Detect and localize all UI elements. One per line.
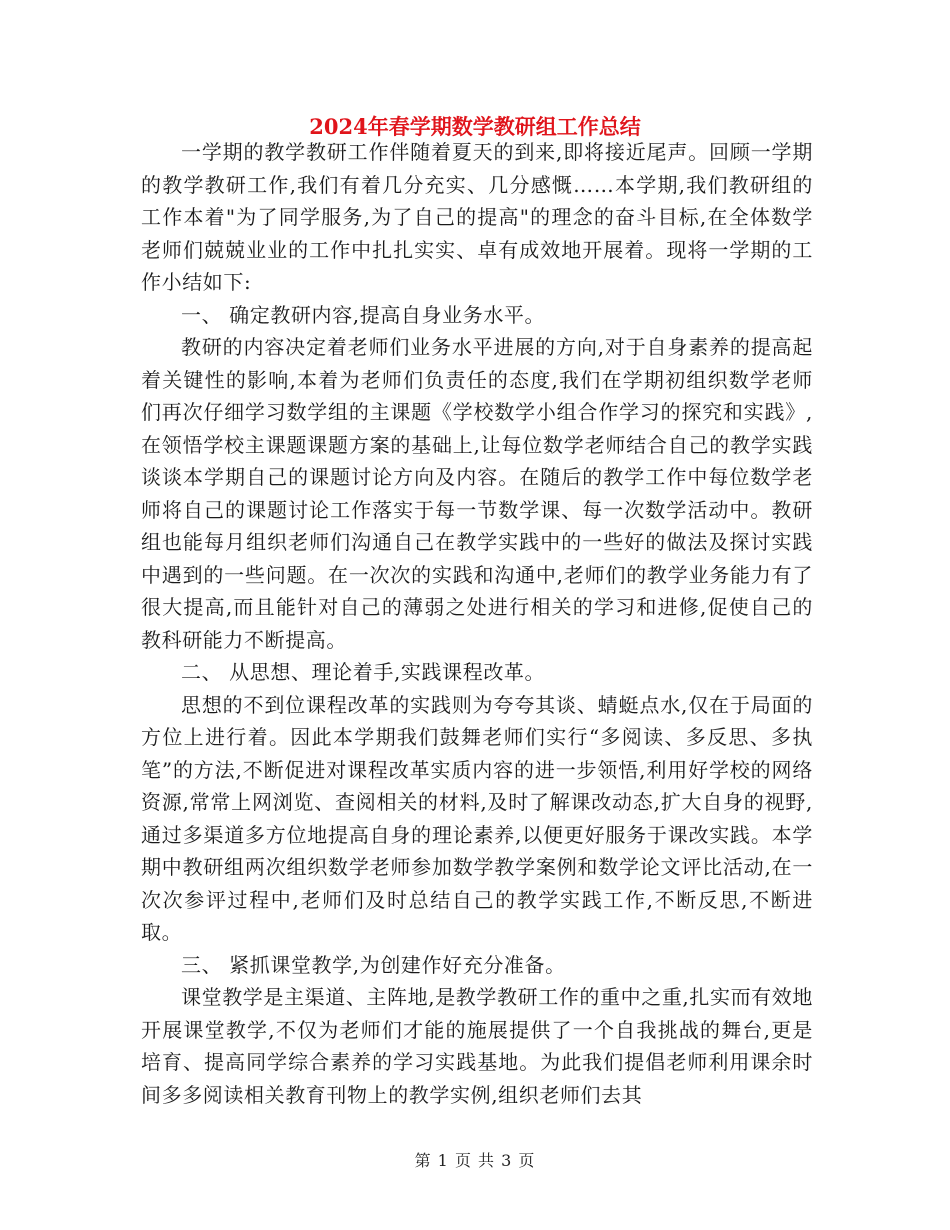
section-heading-1: 一、 确定教研内容,提高自身业务水平。 — [181, 302, 546, 327]
page-footer: 第 1 页 共 3 页 — [414, 1151, 536, 1170]
document-title: 2024年春学期数学教研组工作总结 — [309, 114, 641, 139]
section-1-paragraph: 教研的内容决定着老师们业务水平进展的方向,对于自身素养的提高起着关键性的影响,本着为老师们负责任的态度,我们在学期初组织数学老师们再次仔细学习数学组的主课题《学校数学小组合作学习的探究和实践》,在领悟学校主课题课题方案的基础上,让每位数学老师结合自己的教学实践谈谈本学期自己的课题讨论方向及内容。在随后的教学工作中每位数学老师将自己的课题讨论工作落实于每一节数学课、每一次数学活动中。教研组也能每月组织老师们沟通自己在教学实践中的一些好的做法及探讨实践中遇到的一些问题。在一次次的实践和沟通中,老师们的教学业务能力有了很大提高,而且能针对自己的薄弱之处进行相关的学习和进修,促使自己的教科研能力不断提高。 — [141, 335, 813, 652]
section-heading-3: 三、 紧抓课堂教学,为创建作好充分准备。 — [181, 952, 566, 977]
section-2-paragraph: 思想的不到位课程改革的实践则为夸夸其谈、蜻蜓点水,仅在于局面的方位上进行着。因此本学期我们鼓舞老师们实行“多阅读、多反思、多执笔”的方法,不断促进对课程改革实质内容的进一步领悟,利用好学校的网络资源,常常上网浏览、查阅相关的材料,及时了解课改动态,扩大自身的视野,通过多渠道多方位地提高自身的理论素养,以便更好服务于课改实践。本学期中教研组两次组织数学老师参加数学教学案例和数学论文评比活动,在一次次参评过程中,老师们及时总结自己的教学实践工作,不断反思,不断进取。 — [141, 692, 813, 944]
document-body — [141, 136, 813, 1111]
intro-paragraph: 一学期的教学教研工作伴随着夏天的到来,即将接近尾声。回顾一学期的教学教研工作,我们有着几分充实、几分感慨……本学期,我们教研组的工作本着"为了同学服务,为了自己的提高"的理念的奋斗目标,在全体数学老师们兢兢业业的工作中扎扎实实、卓有成效地开展着。现将一学期的工作小结如下: — [141, 140, 813, 294]
section-3-paragraph: 课堂教学是主渠道、主阵地,是教学教研工作的重中之重,扎实而有效地开展课堂教学,不仅为老师们才能的施展提供了一个自我挑战的舞台,更是培育、提高同学综合素养的学习实践基地。为此我们提倡老师利用课余时间多多阅读相关教育刊物上的教学实例,组织老师们去其 — [141, 985, 813, 1107]
section-heading-2: 二、 从思想、理论着手,实践课程改革。 — [181, 660, 546, 684]
